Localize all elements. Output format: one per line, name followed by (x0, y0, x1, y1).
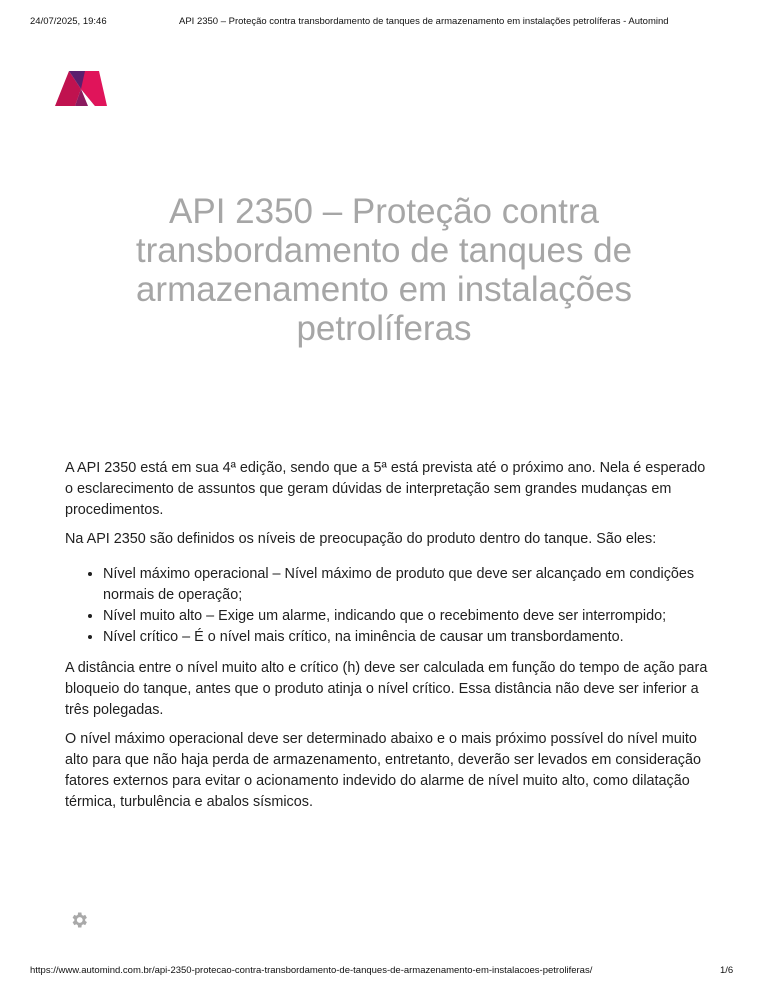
gear-icon[interactable] (69, 910, 89, 930)
page-title: API 2350 – Proteção contra transbordamento de tanques de armazenamento em instalações petrolíferas (135, 192, 633, 348)
list-item: • Nível máximo operacional – Nível máximo de produto que deve ser alcançado em condições normais de operação; (103, 564, 715, 606)
print-doc-title: API 2350 – Proteção contra transbordamento de tanques de armazenamento em instalações petrolíferas - Automind (179, 16, 669, 27)
automind-logo[interactable] (55, 71, 107, 106)
print-header (0, 8, 768, 27)
print-datetime: 24/07/2025, 19:46 (30, 16, 107, 27)
paragraph: O nível máximo operacional deve ser determinado abaixo e o mais próximo possível do nível muito alto para que não haja perda de armazenamento, entretanto, deverão ser levados em consideração fatores externos para evitar o acionamento indevido do alarme de nível muito alto, como dilatação térmica, turbulência e abalos sísmicos. (65, 731, 701, 810)
print-url: https://www.automind.com.br/api-2350-protecao-contra-transbordamento-de-tanques-de-armazenamento-em-instalacoes-petroliferas/ (30, 965, 593, 976)
list-item: • Nível crítico – É o nível mais crítico, na iminência de causar um transbordamento. (103, 627, 715, 648)
levels-list (65, 564, 715, 648)
list-item: • Nível muito alto – Exige um alarme, indicando que o recebimento deve ser interrompido; (103, 606, 715, 627)
paragraph: A API 2350 está em sua 4ª edição, sendo que a 5ª está prevista até o próximo ano. Nela é esperado o esclarecimento de assuntos que geram dúvidas de interpretação sem grandes mudanças em procedimentos. (65, 460, 706, 518)
article-body (65, 458, 715, 821)
paragraph: A distância entre o nível muito alto e crítico (h) deve ser calculada em função do tempo de ação para bloqueio do tanque, antes que o produto atinja o nível crítico. Essa distância não deve ser inferior a três polegadas. (65, 660, 708, 718)
page-number: 1/6 (720, 965, 734, 976)
paragraph: Na API 2350 são definidos os níveis de preocupação do produto dentro do tanque. São eles: (65, 531, 657, 547)
